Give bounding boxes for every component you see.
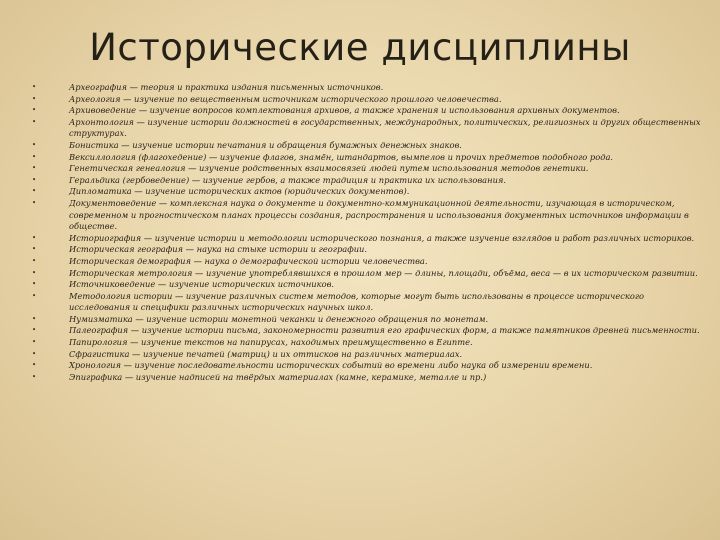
disciplines-list [30,82,702,383]
list-item [30,279,702,291]
list-item-text: Генетическая генеалогия — изучение родственных взаимосвязей людей путем использования методов генетики. [69,163,589,174]
bullet-icon: • [32,338,37,347]
list-item-text: Палеография — изучение истории письма, закономерности развития его графических форм, а также памятников древней письменности. [69,325,700,336]
list-item-text: Источниковедение — изучение исторических источников. [69,279,335,290]
list-item-text: Археология — изучение по вещественным источникам исторического прошлого человечества. [69,93,502,104]
list-item [30,325,702,337]
list-item-text: Вексиллология (флагохедение) — изучение флагов, знамён, штандартов, вымпелов и прочих предметов подобного рода. [69,151,614,162]
list-item [30,360,702,372]
list-item [30,291,702,314]
list-item [30,186,702,198]
list-item [30,256,702,268]
list-item-text: Историография — изучение истории и методологии исторического познания, а также изучение взглядов и работ различных историков. [69,232,695,243]
bullet-icon: • [32,326,37,335]
bullet-icon: • [32,94,37,103]
list-item [30,337,702,349]
bullet-icon: • [32,361,37,370]
bullet-icon: • [32,372,37,381]
bullet-icon: • [32,187,37,196]
bullet-icon: • [32,140,37,149]
list-item-text: Геральдика (гербоведение) — изучение гербов, а также традиция и практика их использования. [69,174,507,185]
list-item [30,163,702,175]
list-item-text: Документоведение — комплексная наука о документе и документно-коммуникационной деятельности, изучающая в историческом, современном и прогностическом планах процессы создания, распространения и использования документных источников информации в обществе. [69,197,689,232]
bullet-icon: • [32,268,37,277]
bullet-icon: • [32,175,37,184]
list-item [30,94,702,106]
bullet-icon: • [32,291,37,300]
list-item-text: Архонтология — изучение истории должностей в государственных, международных, политических, религиозных и других общественных структурах. [69,116,701,139]
list-item [30,233,702,245]
list-item [30,314,702,326]
list-item-text: Историческая география — наука на стыке истории и географии. [69,244,368,255]
list-item-text: Архивоведение — изучение вопросов комплектования архивов, а также хранения и использования архивных документов. [69,105,620,116]
list-item [30,117,702,140]
list-item-text: Бонистика — изучение истории печатания и обращения бумажных денежных знаков. [69,139,462,150]
list-item [30,175,702,187]
list-item [30,152,702,164]
bullet-icon: • [32,256,37,265]
list-item-text: Дипломатика — изучение исторических актов (юридических документов). [69,186,410,197]
list-item [30,82,702,94]
list-item-text: Нумизматика — изучение истории монетной чеканки и денежного обращения по монетам. [69,313,489,324]
bullet-icon: • [32,164,37,173]
bullet-icon: • [32,117,37,126]
bullet-icon: • [32,280,37,289]
bullet-icon: • [32,106,37,115]
list-item-text: Хронология — изучение последовательности исторических событий во времени либо наука об измерении времени. [69,360,593,371]
list-item [30,268,702,280]
list-item [30,140,702,152]
list-item [30,244,702,256]
list-item [30,349,702,361]
list-item-text: Методология истории — изучение различных систем методов, которые могут быть использованы в процессе исторического исследования и специфики различных исторических научных школ. [69,290,645,313]
bullet-icon: • [32,198,37,207]
list-item-text: Сфрагистика — изучение печатей (матриц) и их оттисков на различных материалах. [69,348,463,359]
bullet-icon: • [32,233,37,242]
slide-title: Исторические дисциплины [89,26,631,69]
list-item-text: Папирология — изучение текстов на папирусах, находимых преимущественно в Египте. [69,337,473,348]
bullet-icon: • [32,152,37,161]
bullet-icon: • [32,83,37,91]
list-item-text: Историческая метрология — изучение употреблявшихся в прошлом мер — длины, площади, объёма, веса — в их историческом развитии. [69,267,698,278]
bullet-icon: • [32,314,37,323]
bullet-icon: • [32,349,37,358]
bullet-icon: • [32,245,37,254]
list-item [30,105,702,117]
list-item-text: Археография — теория и практика издания письменных источников. [69,82,384,92]
list-item [30,372,702,384]
list-item-text: Эпиграфика — изучение надписей на твёрдых материалах (камне, керамике, металле и пр.) [69,371,487,382]
list-item-text: Историческая демография — наука о демографической истории человечества. [69,255,428,266]
list-item [30,198,702,233]
